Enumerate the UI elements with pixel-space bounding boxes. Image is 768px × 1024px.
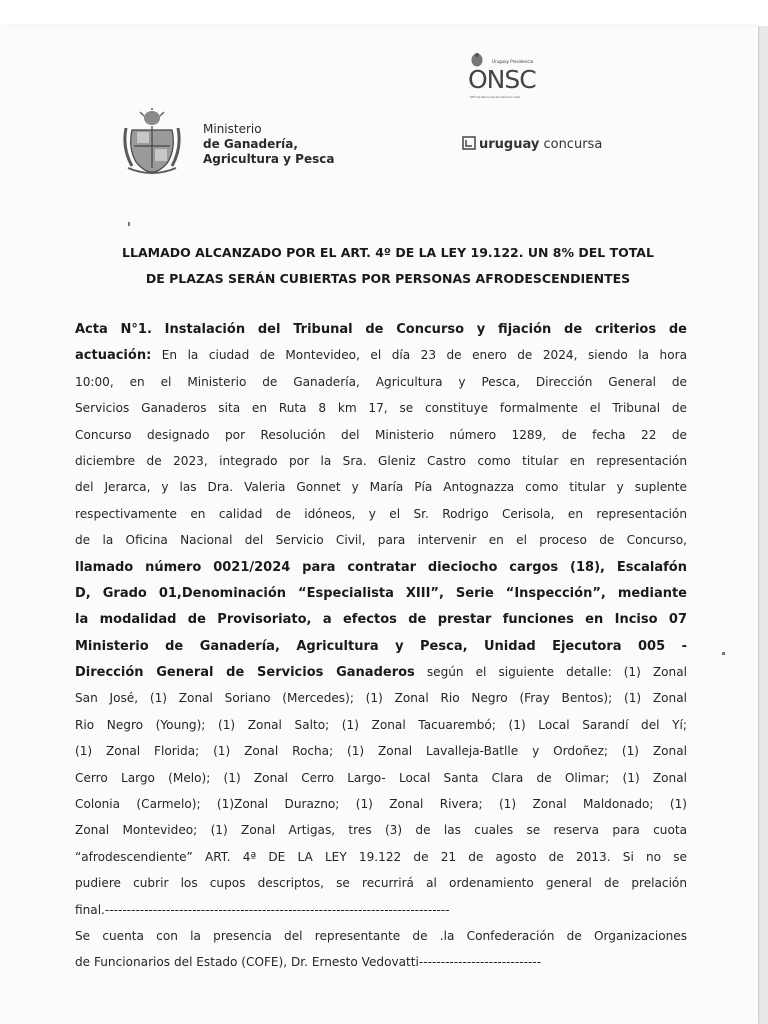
ministry-logo-line2: de Ganadería, (203, 137, 298, 151)
call-details-bold: llamado número 0021/2024 para contratar dieciocho cargos (18), Escalafón (75, 559, 687, 575)
ministry-logo-line3: Agricultura y Pesca (203, 152, 335, 166)
call-details-bold: Ministerio de Ganadería, Agricultura y Pesca, Unidad Ejecutora 005 - (75, 638, 687, 654)
body-line: Rio Negro (Young); (1) Zonal Salto; (1) Zonal Tacuarembó; (1) Local Sarandí del Yí; (75, 717, 687, 732)
ministry-logo (122, 108, 382, 188)
body-line: de la Oficina Nacional del Servicio Civil, para intervenir en el proceso de Concurso, (75, 533, 687, 548)
scan-speck (722, 652, 725, 655)
concursa-icon (462, 136, 476, 150)
onsc-acronym: ONSC (468, 65, 536, 94)
body-text: según el siguiente detalle: (1) Zonal (414, 665, 687, 680)
title-line-2: DE PLAZAS SERÁN CUBIERTAS POR PERSONAS AFRODESCENDIENTES (145, 271, 631, 286)
ministry-logo-line1: Ministerio (203, 122, 262, 136)
act-heading: Acta N°1. Instalación del Tribunal de Concurso y fijación de criterios de (75, 322, 687, 337)
uruguay-coat-of-arms-icon (122, 108, 182, 174)
title-line-1: LLAMADO ALCANZADO POR EL ART. 4º DE LA LEY 19.122. UN 8% DEL TOTAL (122, 245, 654, 260)
concursa-bold-text: uruguay (479, 137, 540, 152)
onsc-logo (462, 52, 602, 162)
body-line: Servicios Ganaderos sita en Ruta 8 km 17, se constituye formalmente el Tribunal de (75, 401, 687, 416)
body-line: Cerro Largo (Melo); (1) Zonal Cerro Largo- Local Santa Clara de Olimar; (1) Zonal (75, 770, 687, 785)
body-line: diciembre de 2023, integrado por la Sra. Gleniz Castro como titular en representación (75, 453, 687, 468)
body-line: San José, (1) Zonal Soriano (Mercedes); (1) Zonal Rio Negro (Fray Bentos); (1) Zonal (75, 691, 687, 706)
body-line: respectivamente en calidad de idóneos, y el Sr. Rodrigo Cerisola, en representación (75, 506, 687, 521)
concursa-light-text: concursa (543, 137, 603, 152)
body-line: de Funcionarios del Estado (COFE), Dr. Ernesto Vedovatti---------------------------- (75, 955, 542, 970)
call-details-bold: D, Grado 01,Denominación “Especialista XIII”, Serie “Inspección”, mediante (75, 585, 687, 601)
body-line: “afrodescendiente” ART. 4ª DE LA LEY 19.122 de 21 de agosto de 2013. Si no se (75, 849, 687, 864)
uruguay-concursa-logo (462, 136, 602, 152)
call-details-bold: la modalidad de Provisoriato, a efectos de prestar funciones en Inciso 07 (75, 612, 687, 628)
body-line: del Jerarca, y las Dra. Valeria Gonnet y María Pía Antognazza como titular y suplente (75, 480, 687, 495)
body-line: Zonal Montevideo; (1) Zonal Artigas, tres (3) de las cuales se reserva para cuota (75, 823, 687, 838)
body-line: 10:00, en el Ministerio de Ganadería, Agricultura y Pesca, Dirección General de (75, 374, 687, 389)
body-line: (1) Zonal Florida; (1) Zonal Rocha; (1) Zonal Lavalleja-Batlle y Ordoñez; (1) Zonal (75, 744, 687, 759)
scan-top-margin (0, 0, 768, 26)
scan-speck (128, 222, 130, 226)
body-text: En la ciudad de Montevideo, el día 23 de enero de 2024, siendo la hora (151, 348, 687, 363)
body-line: pudiere cubrir los cupos descriptos, se recurrirá al ordenamiento general de prelación (75, 876, 687, 891)
onsc-presidency-text: Uruguay Presidencia (492, 59, 534, 64)
body-line: Se cuenta con la presencia del representante de .la Confederación de Organizaciones (75, 928, 687, 943)
onsc-subtitle: Oficina Nacional del Servicio Civil (470, 95, 521, 99)
call-details-bold: Dirección General de Servicios Ganaderos (75, 665, 415, 681)
document-body (75, 316, 687, 976)
body-line: Concurso designado por Resolución del Ministerio número 1289, de fecha 22 de (75, 427, 687, 442)
body-line: Colonia (Carmelo); (1)Zonal Durazno; (1) Zonal Rivera; (1) Zonal Maldonado; (1) (75, 797, 687, 812)
body-line: final.------------------------------------------------------------------------------- (75, 902, 450, 917)
act-heading-end: actuación: (75, 348, 152, 364)
document-title (70, 240, 706, 292)
